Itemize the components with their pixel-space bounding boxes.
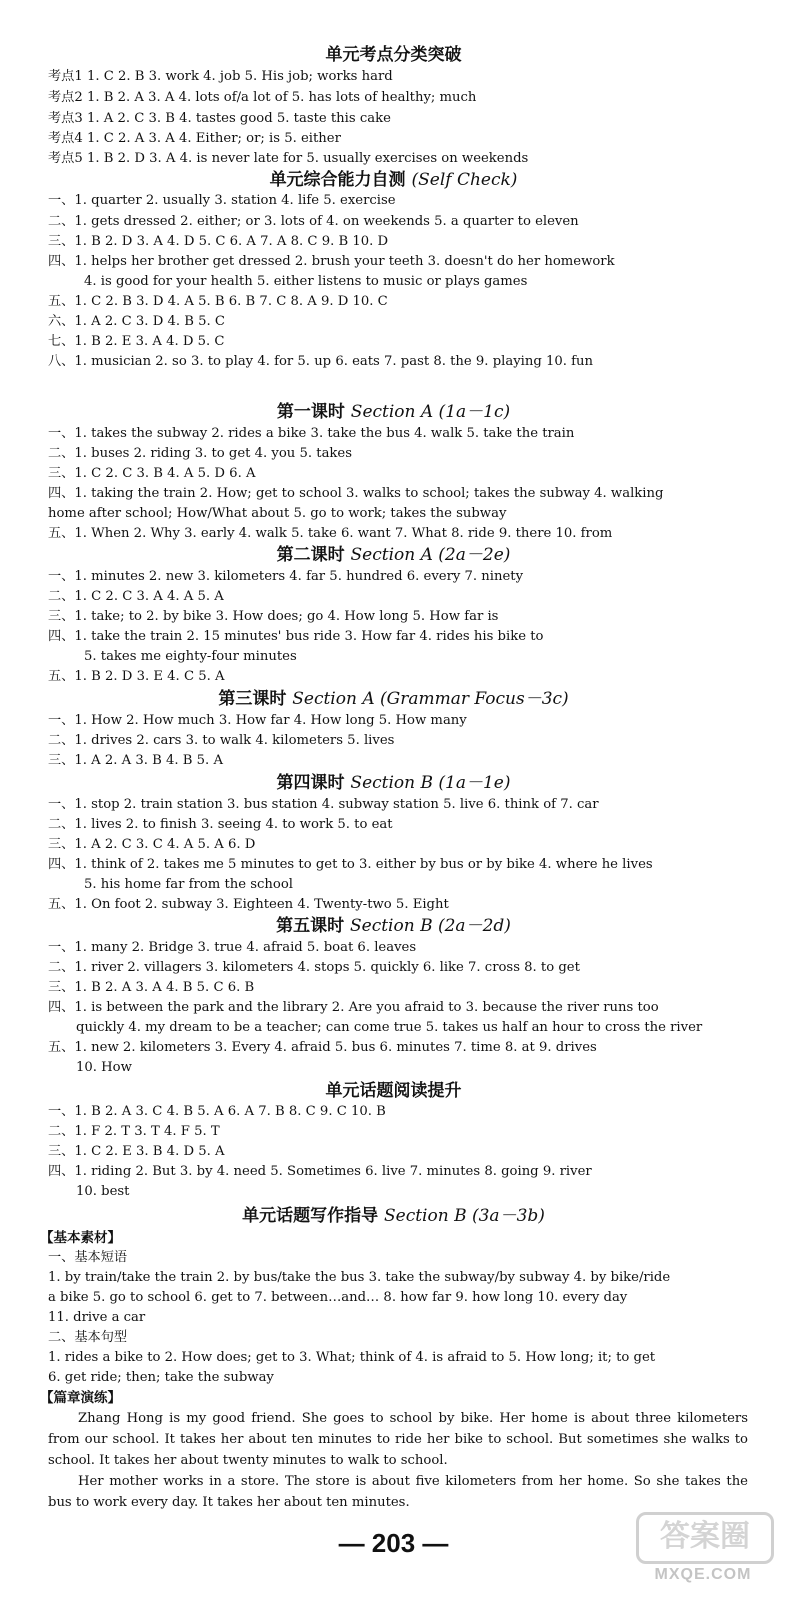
section-title-reading: 单元话题阅读提升 — [325, 1081, 462, 1101]
lesson-title-3: 第三课时 Section A (Grammar Focus－3c) — [218, 689, 569, 709]
answer-line: 四、1. riding 2. But 3. by 4. need 5. Sometimes 6. live 7. minutes 8. going 9. river — [48, 1164, 592, 1179]
answer-line: 一、1. B 2. A 3. C 4. B 5. A 6. A 7. B 8. C 9. C 10. B — [48, 1104, 386, 1119]
answer-line: 考点5 1. B 2. D 3. A 4. is never late for 5. usually exercises on weekends — [48, 151, 529, 166]
subheading-basic-material: 【基本素材】 — [40, 1230, 121, 1246]
answer-line: 1. rides a bike to 2. How does; get to 3. What; think of 4. is afraid to 5. How long; it; to get — [48, 1350, 656, 1365]
answer-line: 三、1. A 2. C 3. C 4. A 5. A 6. D — [48, 837, 256, 852]
subheading-sentences: 二、基本句型 — [48, 1330, 128, 1345]
lesson-title-1: 第一课时 Section A (1a－1c) — [276, 402, 511, 422]
answer-line: home after school; How/What about 5. go to work; takes the subway — [48, 506, 507, 521]
subheading-phrases: 一、基本短语 — [48, 1250, 128, 1265]
answer-line: 一、1. takes the subway 2. rides a bike 3. take the bus 4. walk 5. take the train — [48, 426, 575, 441]
answer-line: 三、1. A 2. A 3. B 4. B 5. A — [48, 753, 223, 768]
answer-line: 三、1. B 2. A 3. A 4. B 5. C 6. B — [48, 980, 255, 995]
answer-line: 三、1. B 2. D 3. A 4. D 5. C 6. A 7. A 8. C 9. B 10. D — [48, 234, 389, 249]
answer-line: 五、1. C 2. B 3. D 4. A 5. B 6. B 7. C 8. A 9. D 10. C — [48, 294, 388, 309]
lesson-title-5: 第五课时 Section B (2a－2d) — [276, 916, 511, 936]
answer-line: 一、1. stop 2. train station 3. bus station 4. subway station 5. live 6. think of 7. car — [48, 797, 599, 812]
answer-line: 四、1. is between the park and the library 2. Are you afraid to 3. because the river runs too — [48, 1000, 659, 1015]
sample-paragraph-2: Her mother works in a store. The store is about five kilometers from her home. So she takes the bus to work every day. It takes her about ten minutes. — [48, 1474, 748, 1510]
answer-line: 一、1. quarter 2. usually 3. station 4. life 5. exercise — [48, 193, 396, 208]
lesson-title-4: 第四课时 Section B (1a－1e) — [276, 773, 511, 793]
answer-line: 二、1. F 2. T 3. T 4. F 5. T — [48, 1124, 220, 1139]
answer-line: 一、1. many 2. Bridge 3. true 4. afraid 5. boat 6. leaves — [48, 940, 417, 955]
sample-paragraph-1: Zhang Hong is my good friend. She goes to school by bike. Her home is about three kilometers from our school. It takes her about ten minutes to ride her bike to school. But sometimes she walks to school. It takes her about twenty minutes to walk to school. — [48, 1411, 748, 1468]
answer-line: 10. How — [76, 1060, 132, 1075]
section-title-writing: 单元话题写作指导 Section B (3a－3b) — [242, 1206, 545, 1226]
answer-line: 考点3 1. A 2. C 3. B 4. tastes good 5. taste this cake — [48, 111, 391, 126]
answer-line: 考点4 1. C 2. A 3. A 4. Either; or; is 5. either — [48, 131, 341, 146]
answer-line: 三、1. C 2. E 3. B 4. D 5. A — [48, 1144, 225, 1159]
answer-line: 四、1. think of 2. takes me 5 minutes to get to 3. either by bus or by bike 4. where he lives — [48, 857, 653, 872]
subheading-passage-practice: 【篇章演练】 — [40, 1390, 121, 1406]
answer-line: 四、1. taking the train 2. How; get to school 3. walks to school; takes the subway 4. walking — [48, 486, 664, 501]
answer-line: 11. drive a car — [48, 1310, 146, 1325]
answer-line: 二、1. drives 2. cars 3. to walk 4. kilometers 5. lives — [48, 733, 395, 748]
watermark-url: MXQE.COM — [654, 1566, 752, 1583]
answer-line: 五、1. When 2. Why 3. early 4. walk 5. take 6. want 7. What 8. ride 9. there 10. from — [48, 526, 613, 541]
answer-line: 五、1. On foot 2. subway 3. Eighteen 4. Twenty-two 5. Eight — [48, 897, 449, 912]
watermark — [628, 1512, 778, 1596]
answer-line: 二、1. C 2. C 3. A 4. A 5. A — [48, 589, 224, 604]
answer-line: 二、1. buses 2. riding 3. to get 4. you 5. takes — [48, 446, 352, 461]
answer-line: 三、1. C 2. C 3. B 4. A 5. D 6. A — [48, 466, 256, 481]
unit-title — [0, 372, 787, 402]
section-title-self-check: 单元综合能力自测 (Self Check) — [269, 170, 518, 190]
page-number: — 203 — — [338, 1528, 449, 1558]
answer-line: 6. get ride; then; take the subway — [48, 1370, 274, 1385]
lesson-title-2: 第二课时 Section A (2a－2e) — [276, 545, 511, 565]
answer-line: 三、1. take; to 2. by bike 3. How does; go 4. How long 5. How far is — [48, 609, 499, 624]
answer-line: 4. is good for your health 5. either listens to music or plays games — [84, 274, 528, 289]
answer-line: 二、1. gets dressed 2. either; or 3. lots of 4. on weekends 5. a quarter to eleven — [48, 214, 579, 229]
answer-line: 一、1. minutes 2. new 3. kilometers 4. far 5. hundred 6. every 7. ninety — [48, 569, 524, 584]
answer-line: 二、1. river 2. villagers 3. kilometers 4. stops 5. quickly 6. like 7. cross 8. to get — [48, 960, 580, 975]
answer-line: 10. best — [76, 1184, 130, 1199]
answer-line: 考点2 1. B 2. A 3. A 4. lots of/a lot of 5. has lots of healthy; much — [48, 90, 477, 105]
answer-line: 一、1. How 2. How much 3. How far 4. How long 5. How many — [48, 713, 467, 728]
answer-line: 考点1 1. C 2. B 3. work 4. job 5. His job; works hard — [48, 69, 393, 84]
answer-line: 5. takes me eighty-four minutes — [84, 649, 297, 664]
answer-line: 五、1. B 2. D 3. E 4. C 5. A — [48, 669, 225, 684]
section-title-unit-points: 单元考点分类突破 — [325, 45, 462, 65]
answer-line: 七、1. B 2. E 3. A 4. D 5. C — [48, 334, 225, 349]
answer-line: 八、1. musician 2. so 3. to play 4. for 5. up 6. eats 7. past 8. the 9. playing 10. fun — [48, 354, 594, 369]
answer-line: 二、1. lives 2. to finish 3. seeing 4. to work 5. to eat — [48, 817, 393, 832]
answer-line: 1. by train/take the train 2. by bus/take the bus 3. take the subway/by subway 4. by bike/ride — [48, 1270, 671, 1285]
answer-line: 四、1. helps her brother get dressed 2. brush your teeth 3. doesn't do her homework — [48, 254, 615, 269]
answer-line: 六、1. A 2. C 3. D 4. B 5. C — [48, 314, 225, 329]
answer-line: quickly 4. my dream to be a teacher; can come true 5. takes us half an hour to cross the river — [76, 1020, 703, 1035]
answer-line: 5. his home far from the school — [84, 877, 293, 892]
answer-line: 五、1. new 2. kilometers 3. Every 4. afraid 5. bus 6. minutes 7. time 8. at 9. drives — [48, 1040, 597, 1055]
watermark-logo: 答案圈 — [636, 1512, 774, 1564]
answer-line: a bike 5. go to school 6. get to 7. between…and… 8. how far 9. how long 10. every day — [48, 1290, 628, 1305]
answer-line: 四、1. take the train 2. 15 minutes' bus ride 3. How far 4. rides his bike to — [48, 629, 544, 644]
